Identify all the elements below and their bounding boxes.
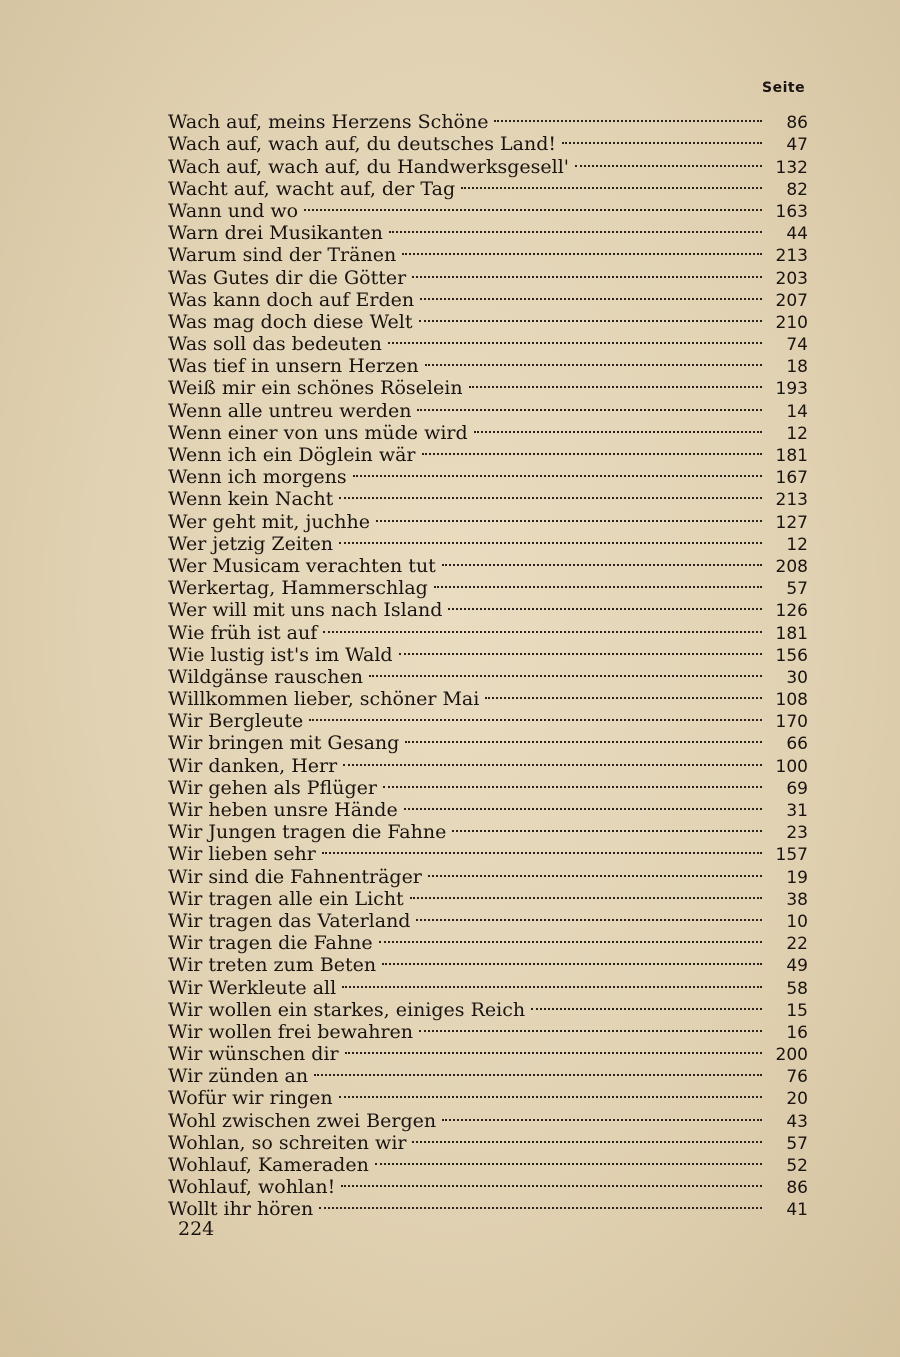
dot-leader — [405, 719, 762, 743]
entry-title: Warn drei Musikanten — [168, 222, 383, 245]
entry-title: Wohlauf, Kameraden — [168, 1154, 369, 1176]
entry-page-number: 49 — [786, 956, 808, 977]
entry-title: Wir tragen alle ein Licht — [168, 887, 404, 910]
dot-leader — [314, 1052, 762, 1076]
dot-leader — [575, 142, 762, 166]
dot-leader — [410, 875, 762, 899]
dot-leader — [531, 986, 762, 1010]
entry-title: Warum sind der Tränen — [168, 244, 397, 267]
entry-title: Was tief in unsern Herzen — [168, 355, 419, 378]
entry-page-number: 167 — [775, 468, 808, 489]
entry-page-number: 210 — [775, 312, 808, 333]
entry-title: Was Gutes dir die Götter — [168, 266, 407, 289]
entry-title: Werkertag, Hammerschlag — [168, 577, 428, 600]
entry-page-number: 58 — [786, 978, 808, 999]
entry-page-number: 76 — [786, 1067, 808, 1088]
entry-title: Wir treten zum Beten — [168, 954, 377, 977]
entry-page-number: 44 — [786, 224, 808, 245]
dot-leader — [485, 675, 762, 699]
entry-title: Wann und wo — [168, 199, 299, 222]
entry-title: Wir zünden an — [168, 1065, 309, 1088]
entry-page-number: 127 — [775, 512, 808, 533]
entry-title: Wenn alle untreu werden — [168, 399, 412, 422]
dot-leader — [402, 231, 762, 255]
dot-leader — [375, 1141, 762, 1165]
dot-leader — [404, 786, 762, 810]
entry-title: Wir bringen mit Gesang — [168, 732, 400, 755]
entry-page-number: 157 — [775, 845, 808, 866]
entry-page-number: 74 — [786, 335, 808, 356]
entry-page-number: 38 — [786, 889, 808, 910]
dot-leader — [461, 165, 762, 189]
entry-page-number: 52 — [786, 1156, 808, 1176]
dot-leader — [442, 1096, 762, 1120]
entry-page-number: 181 — [775, 446, 808, 466]
entry-title: Wach auf, wach auf, du deutsches Land! — [168, 133, 556, 156]
entry-page-number: 47 — [786, 135, 808, 156]
dot-leader — [383, 764, 762, 788]
dot-leader — [376, 497, 762, 521]
entry-title: Wach auf, meins Herzens Schöne — [168, 111, 489, 134]
dot-leader — [304, 187, 762, 211]
dot-leader — [448, 586, 762, 610]
dot-leader — [389, 209, 762, 233]
entry-title: Wohl zwischen zwei Bergen — [168, 1109, 437, 1132]
entry-page-number: 82 — [786, 179, 808, 200]
entry-title: Wir Werkleute all — [168, 976, 337, 999]
dot-leader — [353, 453, 762, 477]
dot-leader — [388, 320, 762, 344]
dot-leader — [343, 741, 762, 765]
dot-leader — [428, 852, 762, 876]
dot-leader — [419, 1008, 762, 1032]
entry-title: Was mag doch diese Welt — [168, 310, 413, 333]
entry-title: Wer jetzig Zeiten — [168, 532, 334, 555]
entry-page-number: 43 — [786, 1111, 808, 1132]
entry-page-number: 193 — [775, 379, 808, 400]
entry-page-number: 213 — [775, 246, 808, 267]
entry-page-number: 200 — [775, 1045, 808, 1066]
entry-title: Wer Musicam verachten tut — [168, 554, 436, 577]
dot-leader — [420, 276, 762, 300]
entry-page-number: 41 — [786, 1200, 808, 1221]
entry-title: Was kann doch auf Erden — [168, 288, 415, 311]
entry-title: Wildgänse rauschen — [168, 665, 364, 688]
entry-page-number: 207 — [775, 290, 808, 311]
page-number: 224 — [178, 1218, 215, 1240]
index-list — [168, 104, 808, 1221]
entry-title: Wenn ich morgens — [168, 466, 347, 489]
dot-leader — [341, 1163, 762, 1187]
entry-page-number: 20 — [786, 1089, 808, 1110]
dot-leader — [379, 919, 762, 943]
entry-title: Wohlan, so schreiten wir — [168, 1131, 407, 1154]
entry-page-number: 100 — [775, 756, 808, 777]
entry-title: Wach auf, wach auf, du Handwerksgesell' — [168, 155, 569, 178]
entry-page-number: 14 — [786, 401, 808, 422]
dot-leader — [339, 1074, 762, 1098]
entry-page-number: 163 — [775, 201, 808, 222]
entry-title: Wollt ihr hören — [168, 1198, 314, 1221]
entry-title: Wenn einer von uns müde wird — [168, 421, 468, 444]
entry-page-number: 30 — [786, 667, 808, 688]
entry-title: Wir sind die Fahnenträger — [168, 865, 422, 888]
entry-title: Wohlauf, wohlan! — [168, 1176, 336, 1199]
dot-leader — [474, 409, 762, 433]
entry-page-number: 132 — [775, 157, 808, 178]
entry-page-number: 203 — [775, 268, 808, 289]
entry-title: Wir lieben sehr — [168, 843, 316, 866]
dot-leader — [422, 431, 762, 455]
dot-leader — [412, 253, 762, 277]
entry-page-number: 23 — [786, 823, 808, 844]
entry-page-number: 86 — [786, 1178, 808, 1199]
dot-leader — [434, 564, 762, 588]
entry-title: Willkommen lieber, schöner Mai — [168, 688, 480, 711]
entry-title: Wir heben unsre Hände — [168, 799, 398, 821]
dot-leader — [339, 475, 762, 499]
entry-page-number: 16 — [786, 1022, 808, 1043]
entry-title: Wir wollen ein starkes, einiges Reich — [168, 998, 526, 1021]
entry-page-number: 156 — [775, 645, 808, 666]
entry-page-number: 18 — [786, 357, 808, 378]
dot-leader — [419, 298, 762, 322]
entry-title: Wie lustig ist's im Wald — [168, 643, 393, 666]
entry-title: Wer will mit uns nach Island — [168, 599, 443, 622]
dot-leader — [322, 830, 762, 854]
entry-page-number: 10 — [786, 911, 808, 932]
entry-title: Wir Jungen tragen die Fahne — [168, 821, 447, 844]
dot-leader — [339, 520, 762, 544]
column-header-seite: Seite — [762, 80, 806, 96]
entry-title: Wenn ich ein Döglein wär — [168, 444, 416, 466]
entry-title: Wir danken, Herr — [168, 754, 338, 777]
dot-leader — [494, 98, 762, 122]
entry-page-number: 208 — [775, 556, 808, 577]
entry-page-number: 181 — [775, 623, 808, 644]
entry-title: Wir tragen die Fahne — [168, 932, 373, 955]
dot-leader — [319, 1185, 762, 1209]
entry-title: Wir tragen das Vaterland — [168, 909, 411, 932]
entry-page-number: 213 — [775, 490, 808, 511]
dot-leader — [369, 653, 762, 677]
dot-leader — [562, 120, 762, 144]
entry-page-number: 15 — [786, 1000, 808, 1021]
dot-leader — [412, 1119, 762, 1143]
entry-title: Wir gehen als Pflüger — [168, 776, 377, 799]
entry-title: Wie früh ist auf — [168, 621, 318, 644]
dot-leader — [416, 897, 762, 921]
entry-page-number: 126 — [775, 601, 808, 622]
dot-leader — [452, 808, 762, 832]
dot-leader — [399, 631, 762, 655]
dot-leader — [345, 1030, 762, 1054]
entry-page-number: 86 — [786, 113, 808, 134]
dot-leader — [382, 941, 762, 965]
entry-title: Wir Bergleute — [168, 710, 304, 733]
dot-leader — [469, 364, 762, 388]
entry-page-number: 12 — [786, 534, 808, 555]
entry-page-number: 19 — [786, 867, 808, 888]
entry-page-number: 57 — [786, 1133, 808, 1154]
entry-page-number: 22 — [786, 934, 808, 955]
entry-page-number: 57 — [786, 579, 808, 600]
entry-title: Wir wünschen dir — [168, 1043, 339, 1066]
dot-leader — [323, 608, 762, 632]
dot-leader — [309, 697, 762, 721]
dot-leader — [442, 542, 762, 566]
entry-title: Wir wollen frei bewahren — [168, 1020, 414, 1043]
entry-page-number: 170 — [775, 712, 808, 733]
entry-page-number: 108 — [775, 690, 808, 711]
entry-title: Wenn kein Nacht — [168, 488, 334, 511]
entry-title: Weiß mir ein schönes Röselein — [168, 377, 463, 400]
entry-title: Wer geht mit, juchhe — [168, 510, 370, 533]
dot-leader — [425, 342, 762, 366]
dot-leader — [342, 963, 762, 987]
entry-title: Was soll das bedeuten — [168, 333, 382, 356]
entry-page-number: 12 — [786, 423, 808, 444]
entry-title: Wacht auf, wacht auf, der Tag — [168, 177, 456, 200]
dot-leader — [417, 386, 762, 410]
entry-page-number: 69 — [786, 778, 808, 799]
entry-page-number: 66 — [786, 734, 808, 755]
entry-page-number: 31 — [786, 801, 808, 821]
entry-title: Wofür wir ringen — [168, 1087, 333, 1110]
